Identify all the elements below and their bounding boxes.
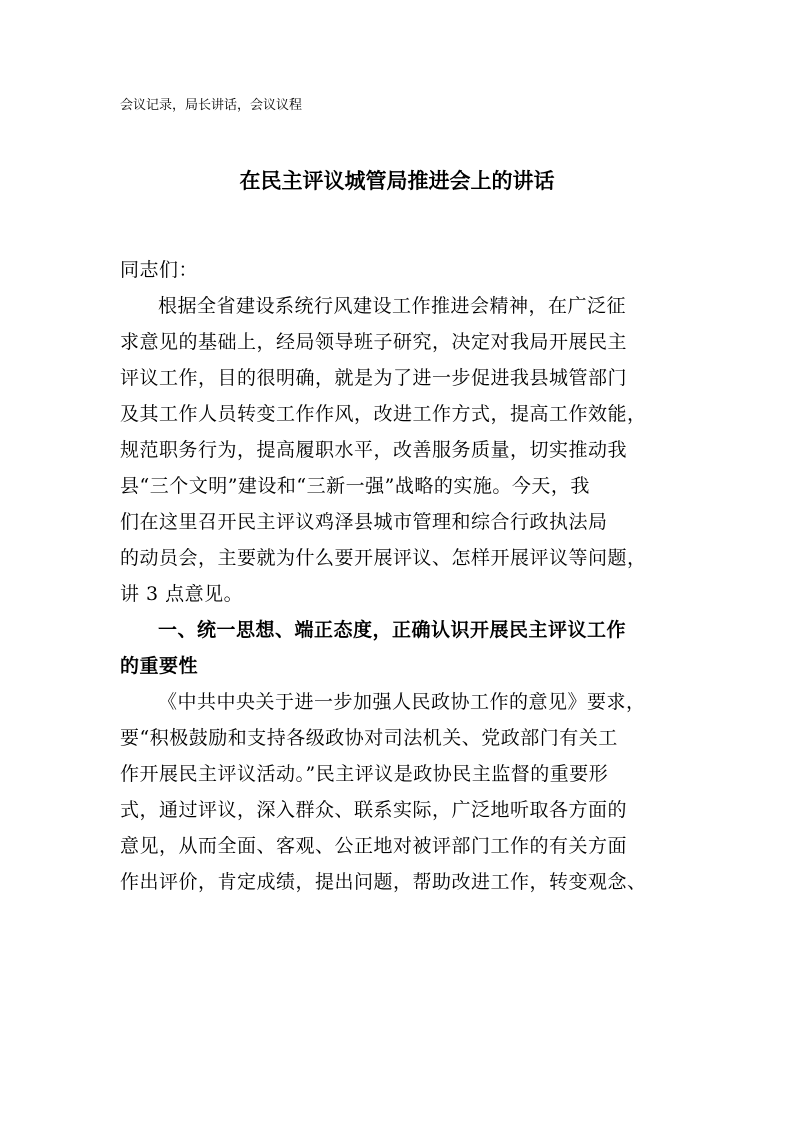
salutation-line: 同志们： [120, 259, 199, 281]
paragraph-line: 讲 3 点意见。 [120, 583, 244, 605]
section-heading-line: 一、统一思想、端正态度，正确认识开展民主评议工作 [158, 619, 627, 641]
page-title: 在民主评议城管局推进会上的讲话 [239, 168, 555, 193]
paragraph-line: 规范职务行为，提高履职水平，改善服务质量，切实推动我 [120, 439, 628, 461]
paragraph-line: 县“三个文明”建设和“三新一强”战略的实施。今天，我 [120, 475, 590, 497]
paragraph-line: 及其工作人员转变工作作风，改进工作方式，提高工作效能， [120, 403, 647, 425]
paragraph-line: 作出评价，肯定成绩，提出问题，帮助改进工作，转变观念、 [120, 871, 647, 893]
paragraph-line: 要“积极鼓励和支持各级政协对司法机关、党政部门有关工 [120, 727, 618, 749]
paragraph-line: 求意见的基础上，经局领导班子研究，决定对我局开展民主 [120, 331, 628, 353]
document-body [120, 252, 676, 900]
paragraph-line: 根据全省建设系统行风建设工作推进会精神，在广泛征 [158, 295, 627, 317]
paragraph-line: 作开展民主评议活动。”民主评议是政协民主监督的重要形 [120, 763, 609, 785]
paragraph-line: 意见，从而全面、客观、公正地对被评部门工作的有关方面 [120, 835, 628, 857]
paragraph-line: 的动员会，主要就为什么要开展评议、怎样开展评议等问题， [120, 547, 647, 569]
document-tags: 会议记录，局长讲话，会议议程 [120, 98, 303, 113]
paragraph-line: 式，通过评议，深入群众、联系实际，广泛地听取各方面的 [120, 799, 628, 821]
paragraph-line: 《中共中央关于进一步加强人民政协工作的意见》要求， [158, 691, 646, 713]
paragraph-line: 们在这里召开民主评议鸡泽县城市管理和综合行政执法局 [120, 511, 608, 533]
section-heading-line: 的重要性 [120, 655, 199, 677]
paragraph-line: 评议工作，目的很明确，就是为了进一步促进我县城管部门 [120, 367, 628, 389]
